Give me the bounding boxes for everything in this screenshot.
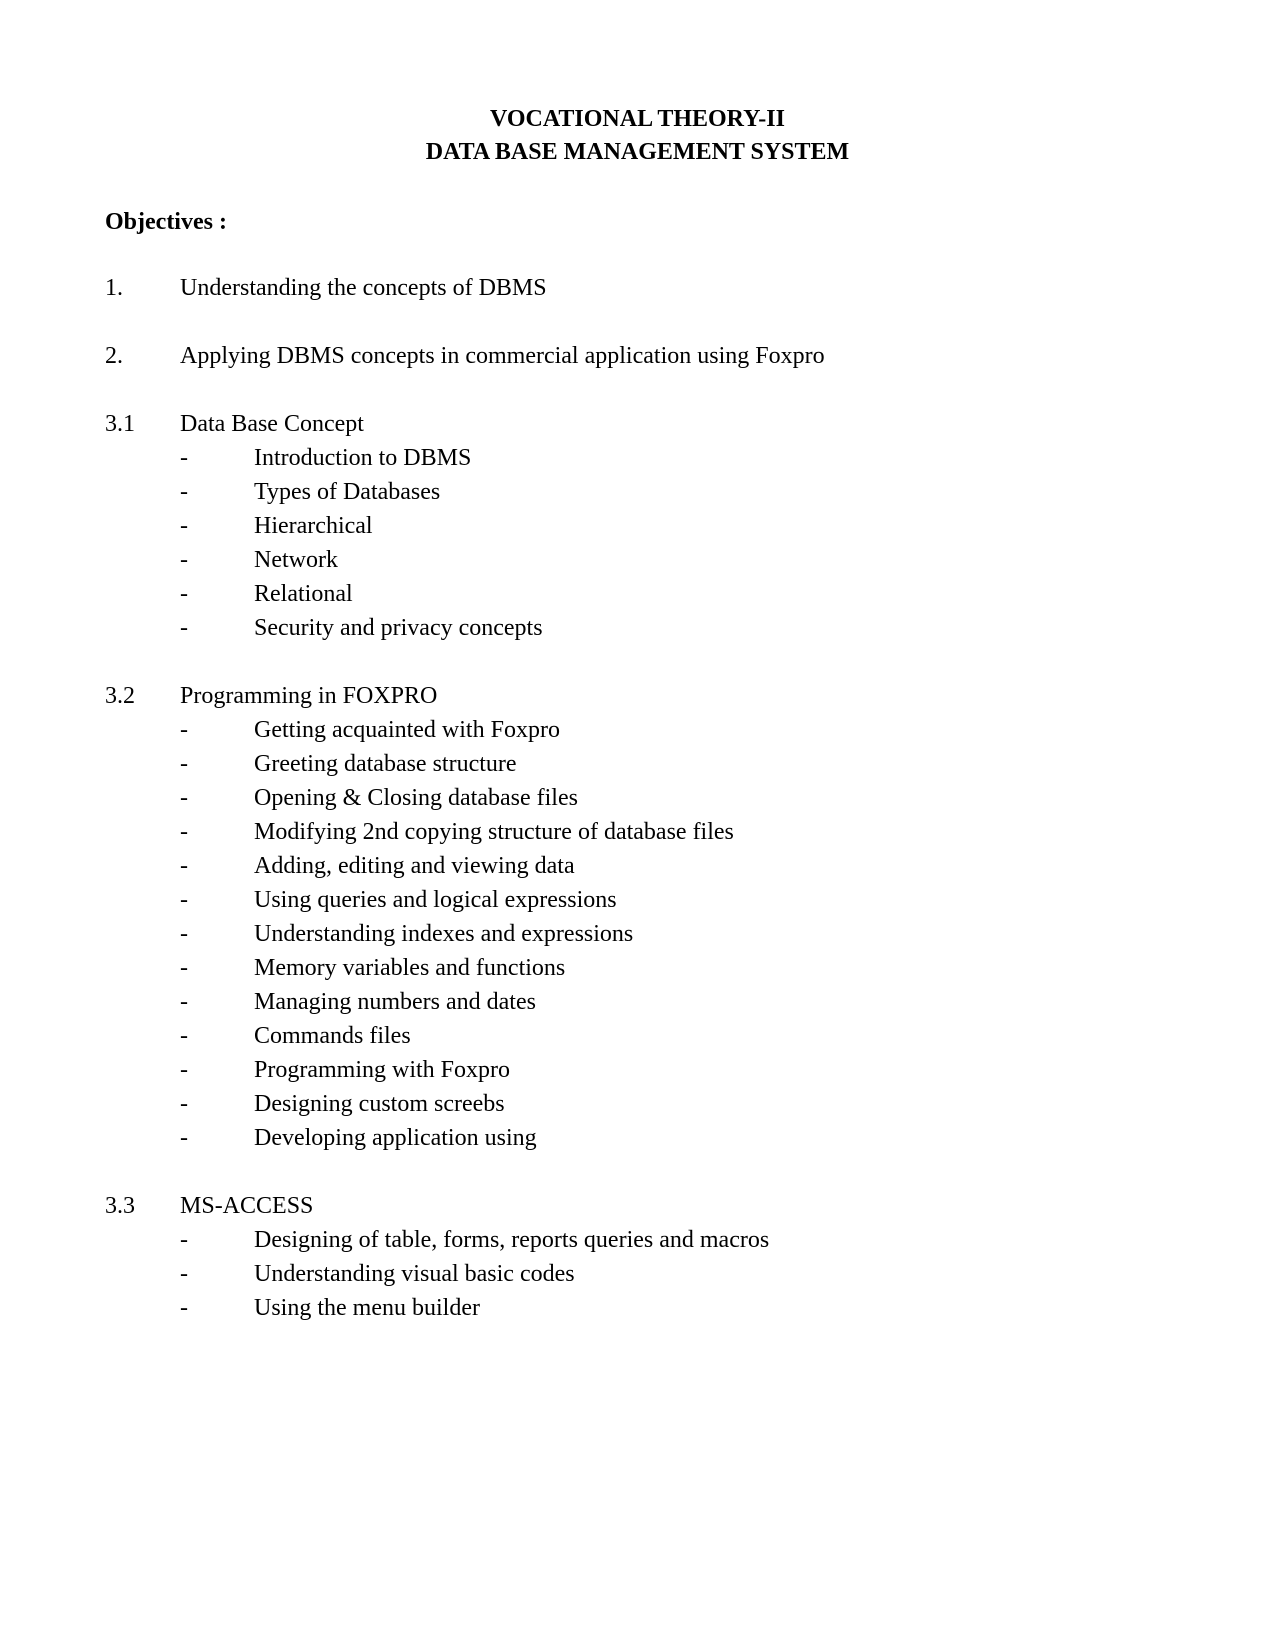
list-item: Commands files [254,1023,411,1049]
list-item: Using the menu builder [254,1295,480,1321]
list-item: Hierarchical [254,513,373,539]
section-heading: MS-ACCESS [180,1193,314,1219]
list-bullet: - [180,785,188,811]
list-item: Opening & Closing database files [254,785,578,811]
list-bullet: - [180,921,188,947]
list-bullet: - [180,581,188,607]
section-heading: Programming in FOXPRO [180,683,438,709]
list-item: Adding, editing and viewing data [254,853,575,879]
list-item: Designing custom screebs [254,1091,505,1117]
objective-text: Understanding the concepts of DBMS [180,275,547,301]
list-item: Managing numbers and dates [254,989,536,1015]
list-item: Understanding visual basic codes [254,1261,575,1287]
section-number: 3.2 [105,683,135,709]
list-item: Introduction to DBMS [254,445,472,471]
list-bullet: - [180,1057,188,1083]
document-subtitle: DATA BASE MANAGEMENT SYSTEM [425,139,850,165]
list-bullet: - [180,819,188,845]
objective-number: 2. [105,343,123,369]
list-item: Getting acquainted with Foxpro [254,717,560,743]
list-item: Programming with Foxpro [254,1057,510,1083]
list-bullet: - [180,1125,188,1151]
list-bullet: - [180,1261,188,1287]
list-bullet: - [180,1227,188,1253]
list-bullet: - [180,1023,188,1049]
list-item: Understanding indexes and expressions [254,921,634,947]
list-item: Using queries and logical expressions [254,887,617,913]
list-bullet: - [180,955,188,981]
section-number: 3.1 [105,411,135,437]
section-heading: Data Base Concept [180,411,364,437]
section-number: 3.3 [105,1193,135,1219]
list-bullet: - [180,1091,188,1117]
list-bullet: - [180,717,188,743]
list-item: Developing application using [254,1125,537,1151]
list-item: Types of Databases [254,479,441,505]
list-bullet: - [180,989,188,1015]
list-bullet: - [180,853,188,879]
list-bullet: - [180,1295,188,1321]
objectives-heading: Objectives : [105,209,227,235]
list-bullet: - [180,615,188,641]
list-item: Memory variables and functions [254,955,566,981]
list-bullet: - [180,887,188,913]
list-item: Security and privacy concepts [254,615,543,641]
document-title: VOCATIONAL THEORY-II [490,106,785,132]
list-item: Greeting database structure [254,751,517,777]
objective-text: Applying DBMS concepts in commercial application using Foxpro [180,343,825,369]
list-bullet: - [180,513,188,539]
list-item: Designing of table, forms, reports queries and macros [254,1227,770,1253]
objective-number: 1. [105,275,123,301]
list-bullet: - [180,751,188,777]
list-item: Network [254,547,338,573]
list-bullet: - [180,479,188,505]
list-item: Modifying 2nd copying structure of database files [254,819,734,845]
list-bullet: - [180,547,188,573]
list-item: Relational [254,581,353,607]
list-bullet: - [180,445,188,471]
